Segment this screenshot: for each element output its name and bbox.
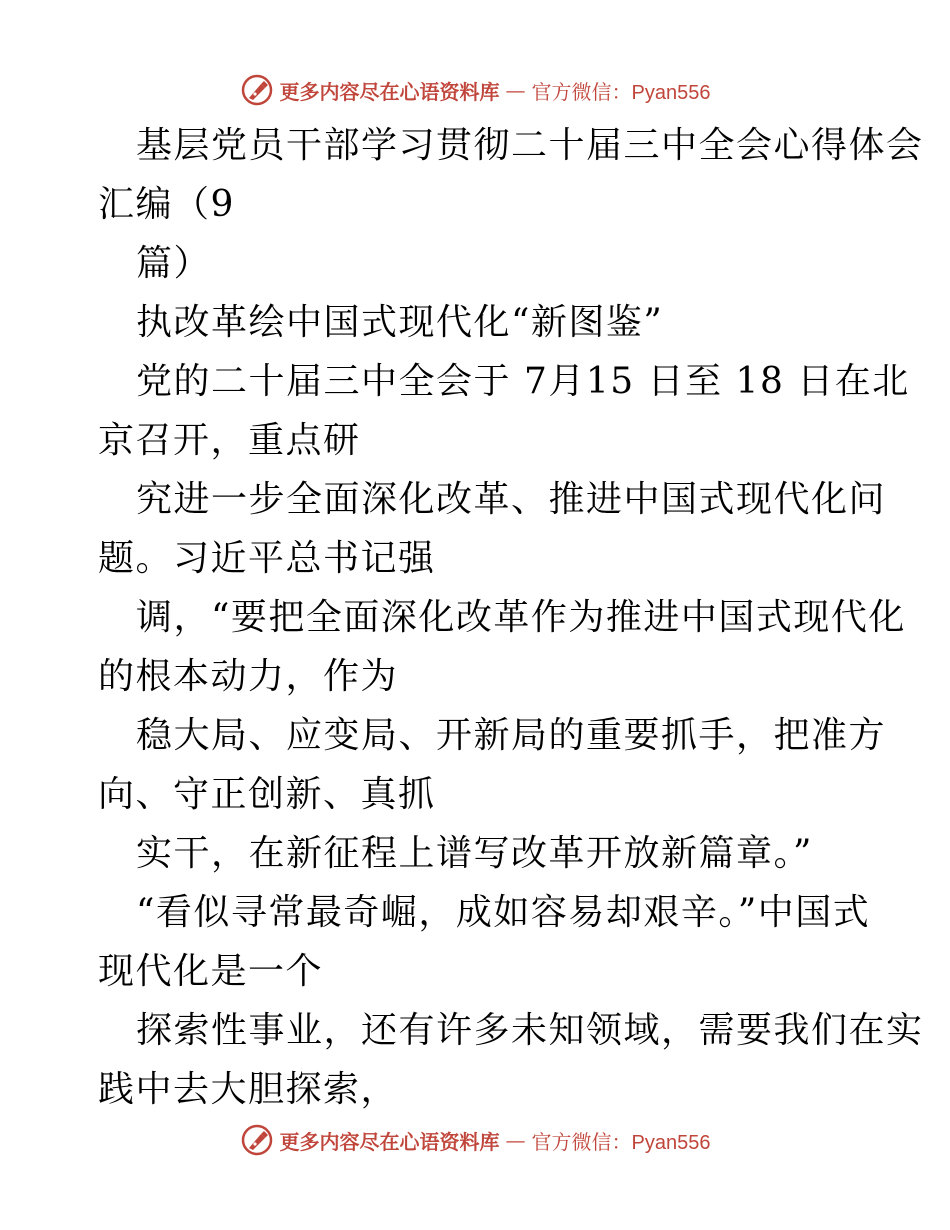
text-line: 稳大局、应变局、开新局的重要抓手，把准方 xyxy=(136,715,887,756)
banner-account: 官方微信：Pyan556 xyxy=(531,1131,711,1154)
pen-nib-logo-icon xyxy=(240,73,274,107)
banner-account: 官方微信：Pyan556 xyxy=(531,81,711,104)
document-body xyxy=(98,116,924,1119)
text-line: 党的二十届三中全会于 7月15 日至 18 日在北 xyxy=(136,361,910,402)
text-line: 践中去大胆探索， xyxy=(98,1069,399,1110)
text-line: 的根本动力，作为 xyxy=(98,656,399,697)
banner-separator: — xyxy=(505,1128,526,1152)
banner-text: 更多内容尽在心语资料库 xyxy=(279,79,500,104)
pen-nib-logo-icon xyxy=(240,1123,274,1157)
text-line: “看似寻常最奇崛，成如容易却艰辛。”中国式 xyxy=(136,892,871,933)
text-line: 基层党员干部学习贯彻二十届三中全会心得体会 xyxy=(136,125,924,166)
text-line: 京召开，重点研 xyxy=(98,420,361,461)
text-line: 篇） xyxy=(136,243,212,284)
text-line: 探索性事业，还有许多未知领域，需要我们在实 xyxy=(136,1010,924,1051)
header-banner xyxy=(0,70,950,110)
text-line: 实干，在新征程上谱写改革开放新篇章。” xyxy=(136,833,813,874)
text-line: 究进一步全面深化改革、推进中国式现代化问 xyxy=(136,479,887,520)
banner-text: 更多内容尽在心语资料库 xyxy=(279,1129,500,1154)
text-line: 执改革绘中国式现代化“新图鉴” xyxy=(136,302,664,343)
text-line: 调，“要把全面深化改革作为推进中国式现代化 xyxy=(136,597,906,638)
text-line: 向、守正创新、真抓 xyxy=(98,774,436,815)
text-line: 题。习近平总书记强 xyxy=(98,538,436,579)
text-line: 现代化是一个 xyxy=(98,951,324,992)
banner-separator: — xyxy=(505,78,526,102)
text-line: 汇编（9 xyxy=(98,184,235,225)
footer-banner xyxy=(0,1120,950,1160)
